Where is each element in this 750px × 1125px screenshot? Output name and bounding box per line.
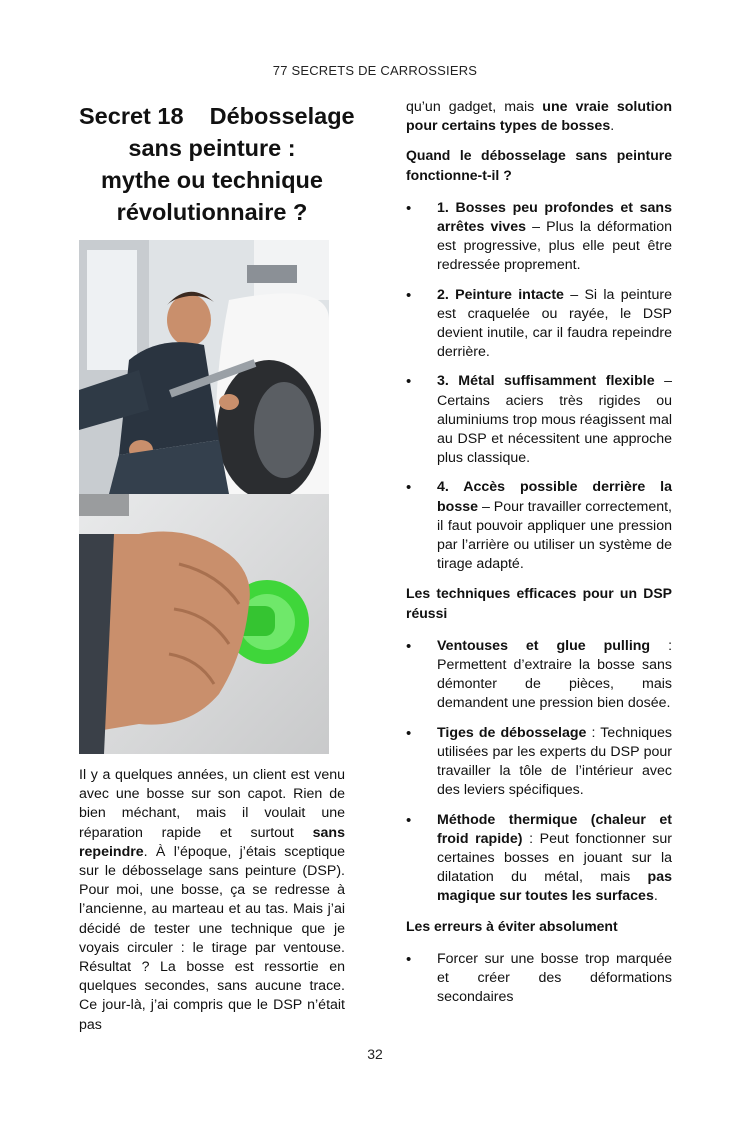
list-item-bold: 3. Métal suffisamment flexible: [437, 373, 655, 390]
left-column: [79, 100, 355, 1035]
right-column: [406, 98, 672, 1017]
list-item-bold: 2. Peinture intacte: [437, 286, 564, 303]
list-item-bold: Ventouses et glue pulling: [437, 637, 651, 654]
conditions-list: [406, 199, 672, 575]
section-heading-when: Quand le débosselage sans peinture fonctionne-t-il ?: [406, 147, 672, 183]
list-item-text: – Si la peinture est craquelée ou rayée, le DSP devient inutile, car il faudra repeindre derrière.: [437, 286, 672, 361]
chapter-title-line: sans peinture :: [128, 135, 296, 161]
continuation-text: qu’un gadget, mais: [406, 99, 543, 115]
anecdote-paragraph: [79, 766, 345, 1035]
list-item-text: : Peut fonctionner sur certaines bosses en jouant sur la dilatation du métal, mais: [437, 830, 672, 886]
anecdote-text-2: . À l’époque, j’étais sceptique sur le débosselage sans peinture (DSP). Pour moi, une bosse, ça se redresse à l’ancienne, au marteau et au tas. Mais j’ai décidé de tester une technique que je voyais circuler : le tirage par ventouse. Résultat ? La bosse est ressortie en quelques secondes, sans aucune trace. Ce jour-là, j’ai compris que le DSP n’était pas: [79, 843, 345, 1033]
list-item-bold: Tiges de débosselage: [437, 724, 587, 741]
running-header: 77 SECRETS DE CARROSSIERS: [272, 63, 478, 78]
list-item: [406, 478, 672, 574]
anecdote-text-1: Il y a quelques années, un client est venu avec une bosse sur son capot. Rien de bien méchant, mais il voulait une réparation rapide et surtout: [79, 767, 345, 841]
continuation-paragraph: [406, 98, 672, 136]
chapter-title-line: mythe ou technique: [101, 167, 323, 193]
list-item-bold: 1. Bosses peu profondes et sans arrêtes vives: [437, 199, 672, 236]
list-item: [406, 637, 672, 714]
page-number: 32: [367, 1046, 383, 1062]
section-heading-errors: Les erreurs à éviter absolument: [406, 917, 618, 934]
list-item: [406, 286, 672, 363]
errors-list: [406, 950, 672, 1008]
list-item-bold: Méthode thermique (chaleur et froid rapide): [437, 811, 672, 847]
technician-inspecting-wheel-photo: [79, 240, 329, 494]
chapter-title-line: Secret 18 Débosselage: [79, 103, 355, 129]
list-item-text: Forcer sur une bosse trop marquée et créer des déformations secondaires: [437, 950, 672, 1006]
chapter-title: [79, 100, 355, 228]
section-heading-techniques: Les techniques efficaces pour un DSP réussi: [406, 585, 672, 621]
list-item: [406, 372, 672, 468]
list-item-bold: 4. Accès possible derrière la bosse: [437, 479, 672, 515]
list-item-text: – Certains aciers très rigides ou aluminiums trop mous réagissent mal au DSP et nécessitent une approche plus classique.: [437, 373, 672, 467]
continuation-bold: une vraie solution pour certains types de bosses: [406, 99, 672, 135]
list-item: [406, 811, 672, 907]
list-item-text: : Techniques utilisées par les experts du DSP pour travailler la tôle de l’intérieur avec des leviers spécifiques.: [437, 724, 672, 799]
list-item-text: – Pour travailler correctement, il faut pouvoir appliquer une pression par l’arrière ou utiliser un système de tirage adapté.: [437, 498, 672, 573]
list-item: [406, 950, 672, 1008]
list-item-bold-2: pas magique sur toutes les surfaces: [437, 869, 672, 905]
list-item: [406, 199, 672, 276]
chapter-title-line: révolutionnaire ?: [116, 199, 308, 225]
list-item-text: : Permettent d’extraire la bosse sans démonter de pièces, mais demandent une pression bien dosée.: [437, 637, 673, 712]
list-item-text: – Plus la déformation est progressive, plus elle peut être redressée proprement.: [437, 219, 672, 274]
hand-with-green-suction-cup-photo: [79, 494, 329, 754]
techniques-list: [406, 637, 672, 907]
list-item-end: .: [653, 888, 658, 905]
list-item: [406, 724, 672, 801]
continuation-end: .: [610, 118, 615, 135]
anecdote-bold: sans repeindre: [79, 824, 345, 860]
